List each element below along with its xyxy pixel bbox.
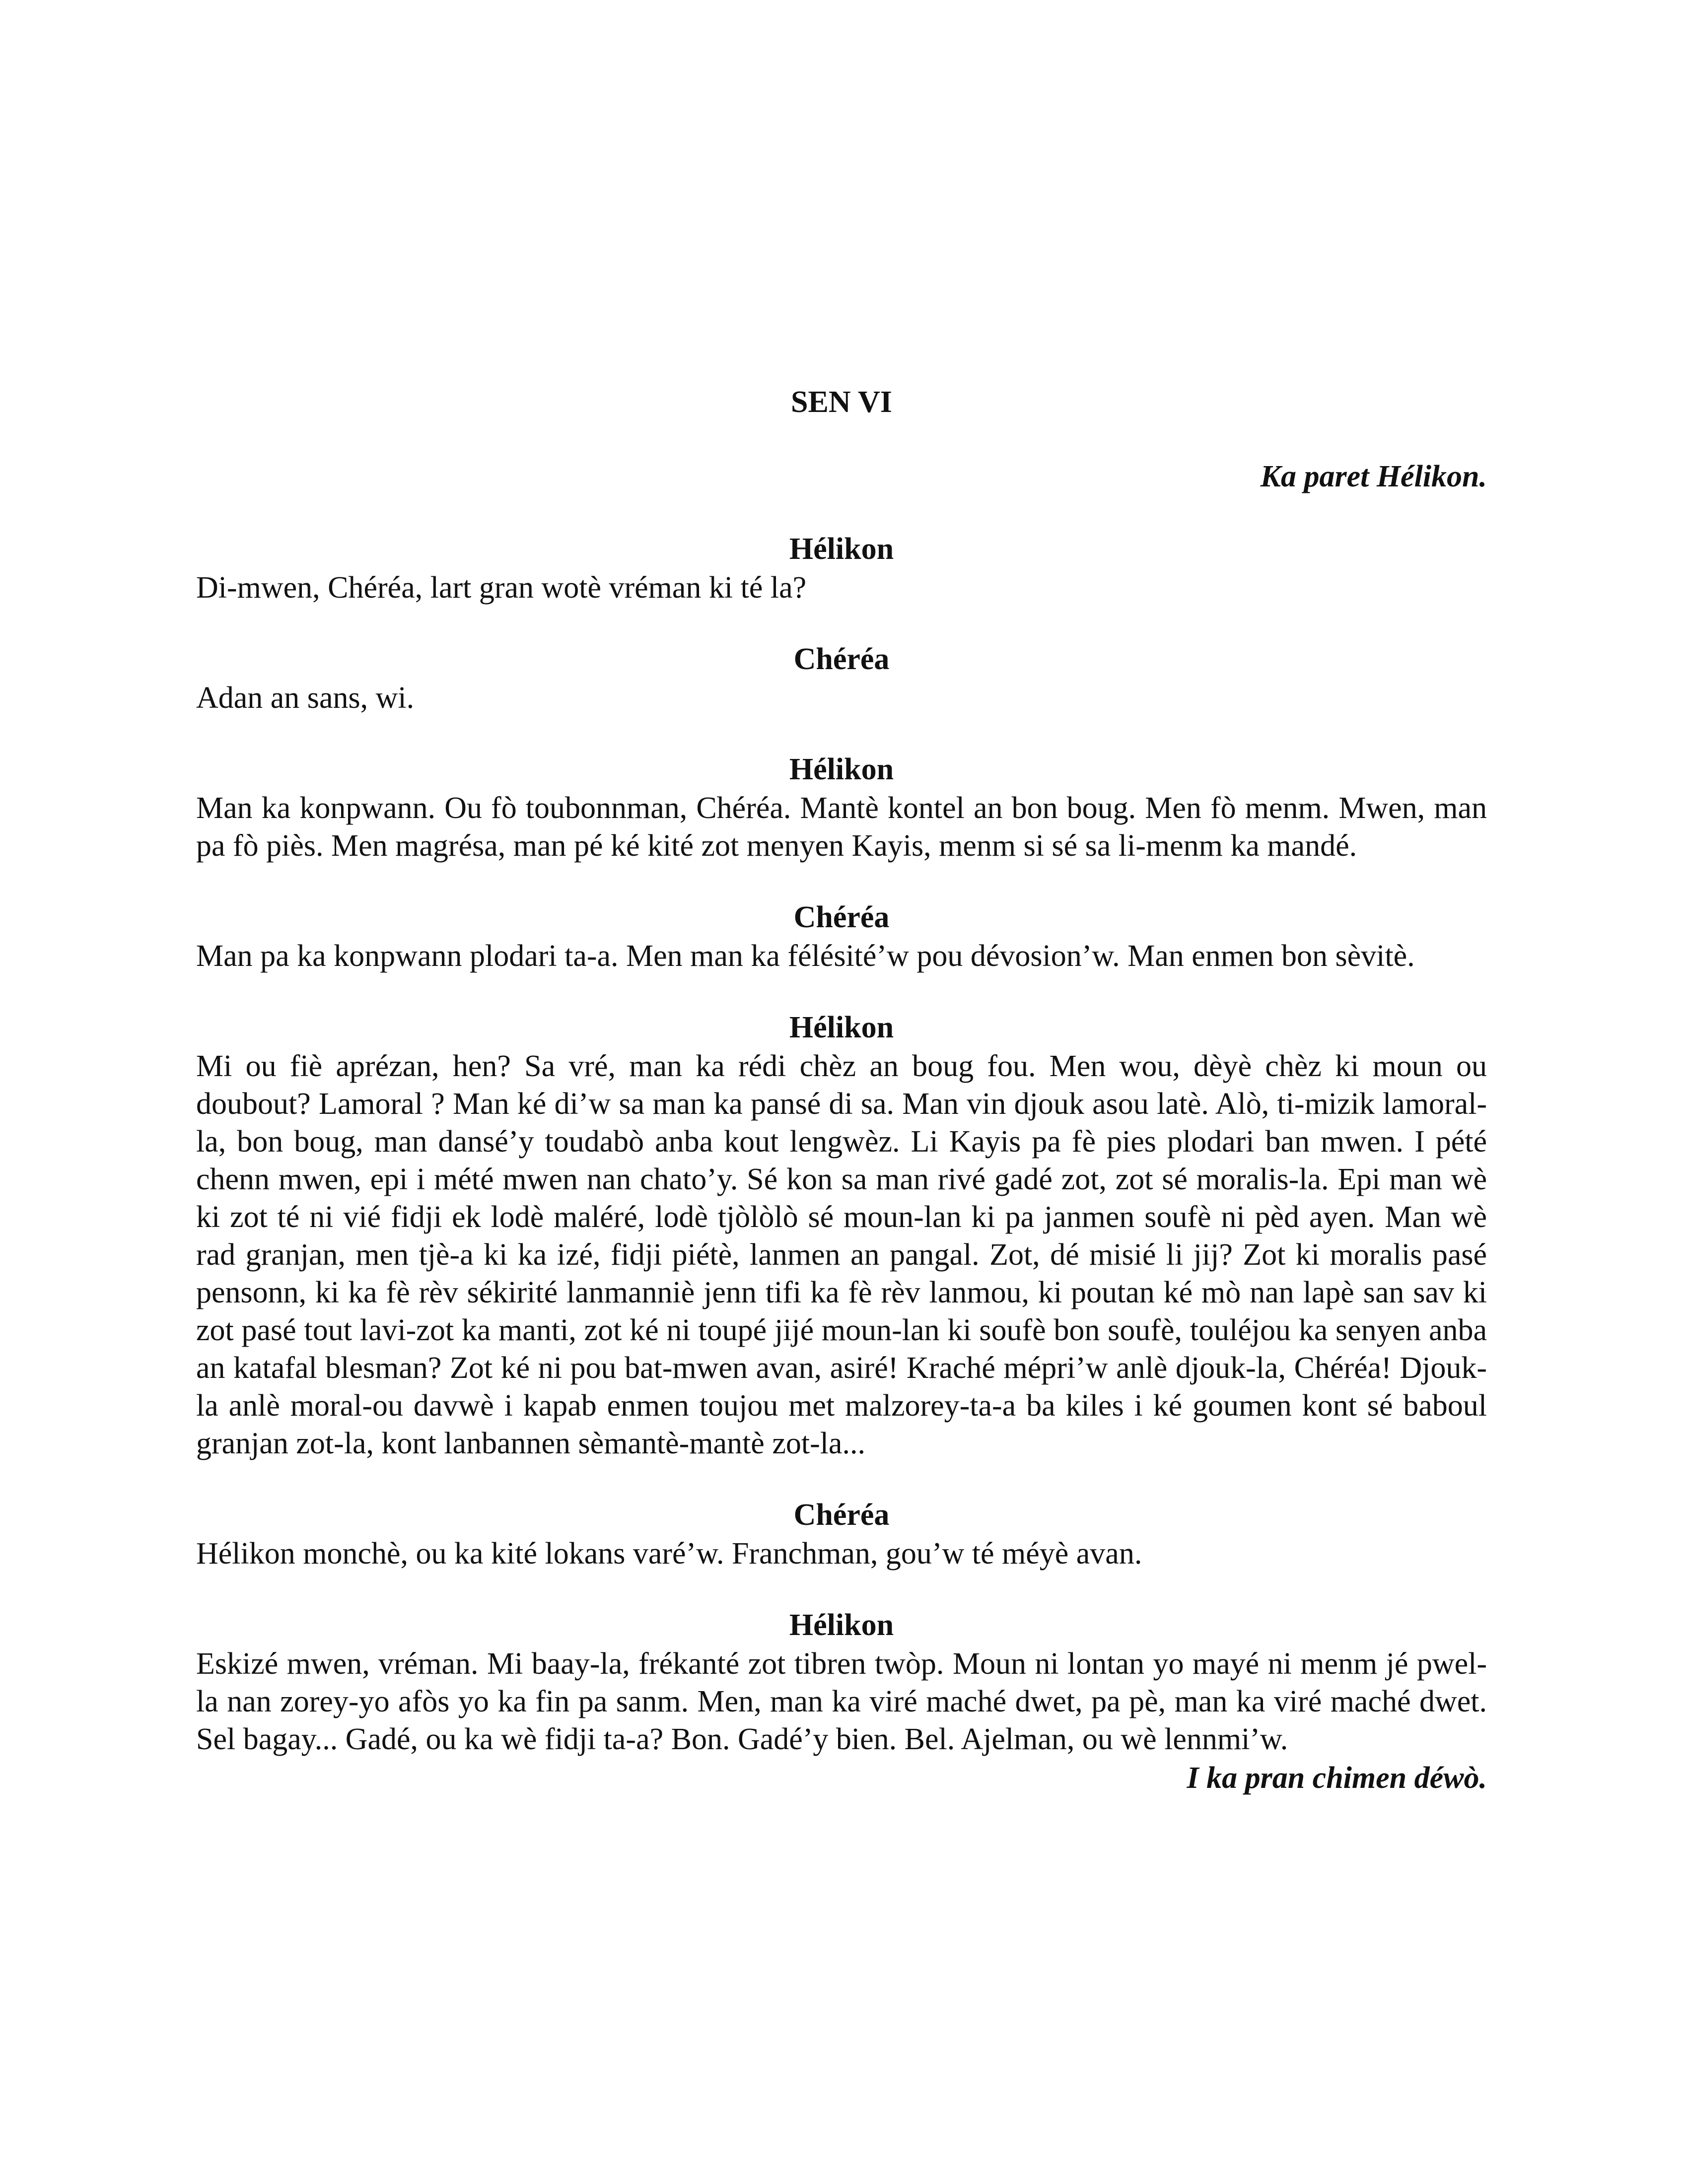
speaker-name: Hélikon bbox=[789, 532, 894, 566]
play-page bbox=[196, 382, 1487, 1798]
dialogue-block bbox=[196, 1605, 1487, 1758]
dialogue-line: Eskizé mwen, vréman. Mi baay-la, frékanté zot tibren twòp. Moun ni lontan yo mayé ni menm jé pwel-la nan zorey-yo afòs yo ka fin pa sanm. Men, man ka viré maché dwet, pa pè, man ka viré maché dwet. Sel bagay... Gadé, ou ka wè fidji ta-a? Bon. Gadé’y bien. Bel. Ajelman, ou wè lennmi’w. bbox=[196, 1647, 1487, 1756]
dialogue-block bbox=[196, 1008, 1487, 1462]
dialogue-line: Man ka konpwann. Ou fò toubonnman, Chéréa. Mantè kontel an bon boug. Men fò menm. Mwen, man pa fò piès. Men magrésa, man pé ké kité zot menyen Kayis, menm si sé sa li-menm ka mandé. bbox=[196, 791, 1487, 863]
dialogue-block bbox=[196, 639, 1487, 717]
dialogue-line: Di-mwen, Chéréa, lart gran wotè vréman ki té la? bbox=[196, 571, 807, 605]
stage-direction-entrance: Ka paret Hélikon. bbox=[1260, 460, 1487, 493]
speaker-name: Chéréa bbox=[793, 642, 890, 676]
dialogue-line: Man pa ka konpwann plodari ta-a. Men man ka félésité’w pou dévosion’w. Man enmen bon sèvitè. bbox=[196, 939, 1415, 973]
speaker-name: Chéréa bbox=[793, 900, 890, 934]
dialogue-block bbox=[196, 750, 1487, 865]
stage-direction-exit: I ka pran chimen déwò. bbox=[1187, 1761, 1487, 1795]
speaker-name: Hélikon bbox=[789, 1608, 894, 1642]
speaker-name: Hélikon bbox=[789, 1011, 894, 1044]
dialogue-block bbox=[196, 1495, 1487, 1572]
dialogue-line: Mi ou fiè aprézan, hen? Sa vré, man ka rédi chèz an boug fou. Men wou, dèyè chèz ki moun ou doubout? Lamoral ? Man ké di’w sa man ka pansé di sa. Man vin djouk asou latè. Alò, ti-mizik lamoral-la, bon boug, man dansé’y toudabò anba kout lengwèz. Li Kayis pa fè pies plodari ban mwen. I pété chenn mwen, epi i mété mwen nan chato’y. Sé kon sa man rivé gadé zot, zot sé moralis-la. Epi man wè ki zot té ni vié fidji ek lodè maléré, lodè tjòlòlò sé moun-lan ki pa janmen soufè ni pèd ayen. Man wè rad granjan, men tjè-a ki ka izé, fidji piétè, lanmen an pangal. Zot, dé misié li jij? Zot ki moralis pasé pensonn, ki ka fè rèv sékirité lanmanniè jenn tifi ka fè rèv lanmou, ki poutan ké mò nan lapè san sav ki zot pasé tout lavi-zot ka manti, zot ké ni toupé jijé moun-lan ki soufè bon soufè, touléjou ka senyen anba an katafal blesman? Zot ké ni pou bat-mwen avan, asiré! Kraché mépri’w anlè djouk-la, Chéréa! Djouk-la anlè moral-ou davwè i kapab enmen toujou met malzorey-ta-a ba kiles i ké goumen kont sé baboul granjan zot-la, kont lanbannen sèmantè-mantè zot-la... bbox=[196, 1049, 1487, 1460]
speaker-name: Hélikon bbox=[789, 752, 894, 786]
scene-title: SEN VI bbox=[791, 385, 892, 419]
dialogue-line: Adan an sans, wi. bbox=[196, 681, 415, 715]
dialogue-block bbox=[196, 529, 1487, 607]
dialogue-block bbox=[196, 897, 1487, 975]
speaker-name: Chéréa bbox=[793, 1498, 890, 1532]
dialogue-line: Hélikon monchè, ou ka kité lokans varé’w. Franchman, gou’w té méyè avan. bbox=[196, 1537, 1142, 1570]
